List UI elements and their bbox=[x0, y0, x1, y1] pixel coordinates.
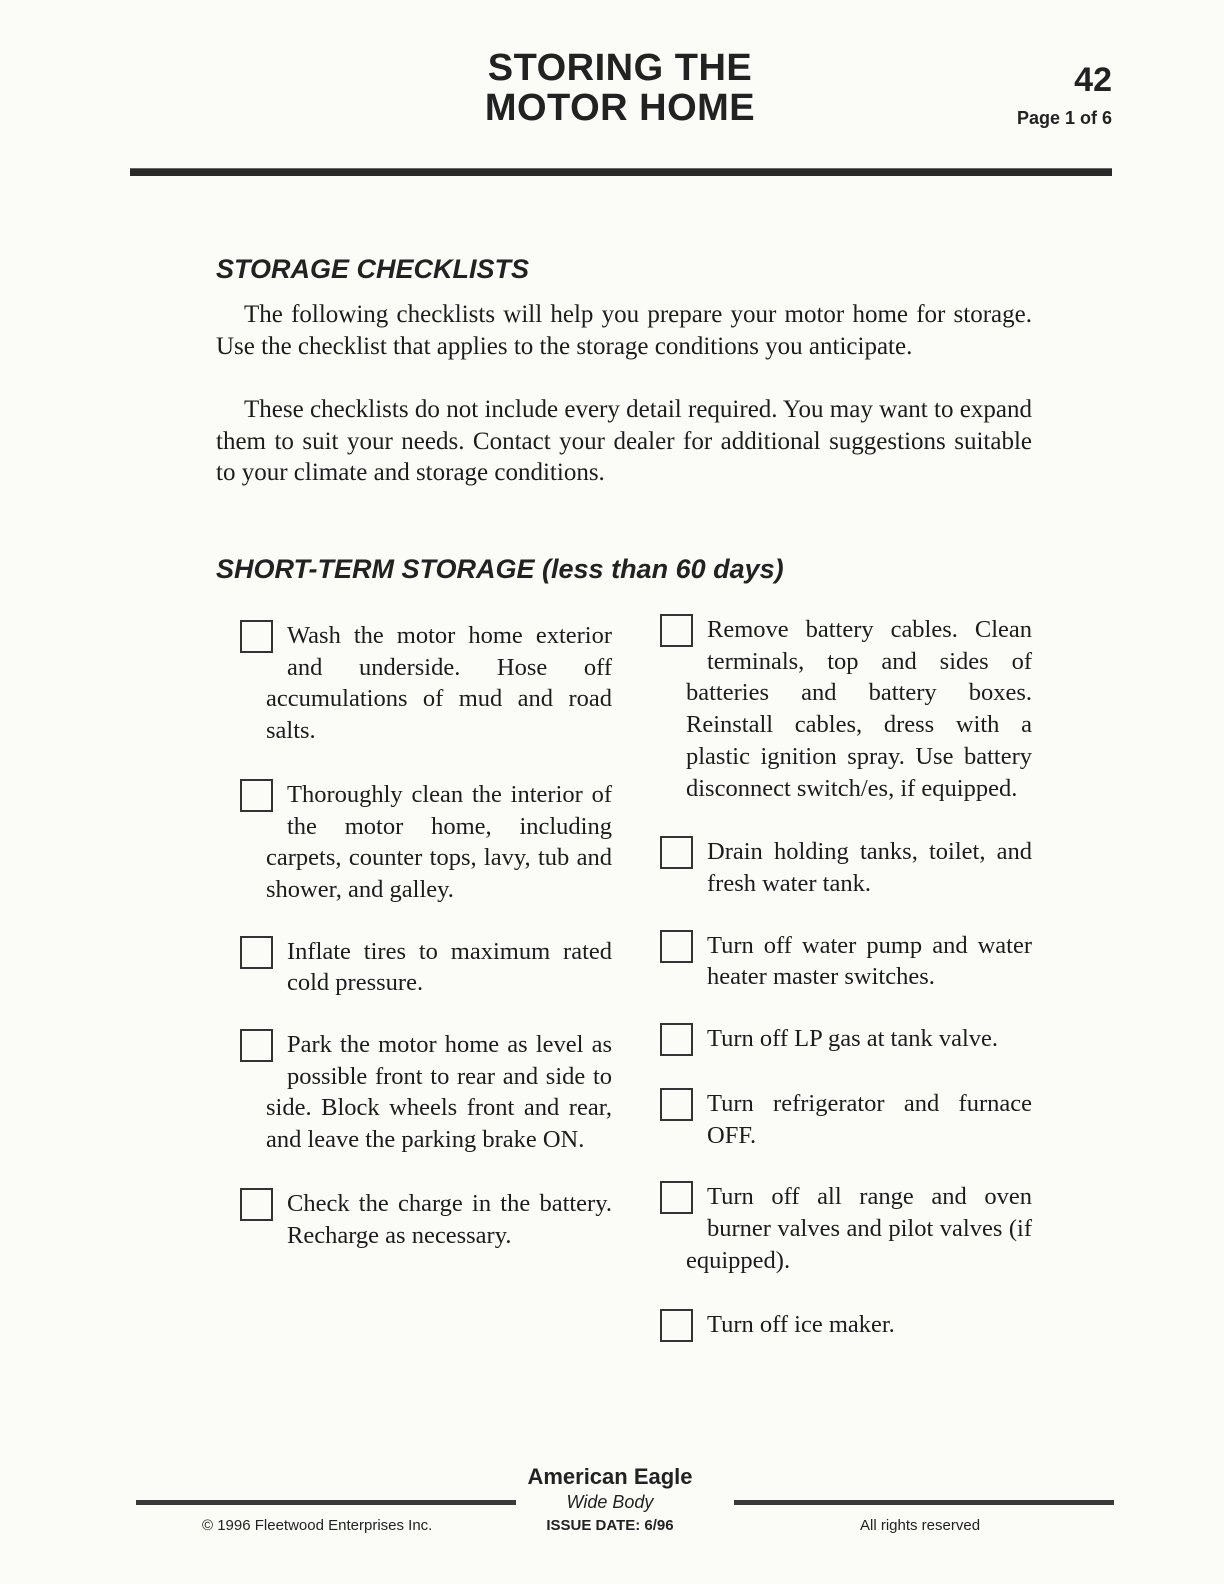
checklist-item bbox=[660, 1181, 1032, 1276]
section-number: 42 bbox=[1074, 61, 1112, 99]
checklist-item-text: Inflate tires to maximum rated cold pressure. bbox=[287, 937, 612, 997]
storage-checklists-heading: STORAGE CHECKLISTS bbox=[216, 254, 530, 284]
title-line-1: STORING THE bbox=[487, 47, 753, 89]
checklist-item-text: Remove battery cables. Clean terminals, top and sides of batteries and battery boxes. Reinstall cables, dress with a plastic ignition spray. Use battery disconnect switch/es, if equipped. bbox=[686, 616, 1032, 802]
checklist-item bbox=[240, 936, 612, 999]
checklist-item-text: Thoroughly clean the interior of the motor home, including carpets, counter tops, lavy, tub and shower, and galley. bbox=[266, 780, 612, 903]
checklist-item bbox=[240, 620, 612, 747]
footer-issue-date: ISSUE DATE: 6/96 bbox=[546, 1517, 674, 1534]
checkbox[interactable] bbox=[240, 1188, 273, 1221]
header-rule bbox=[130, 168, 1112, 176]
checklist-item bbox=[660, 930, 1032, 993]
page-label: Page 1 of 6 bbox=[1016, 108, 1112, 128]
checklist-item-text: Drain holding tanks, toilet, and fresh water tank. bbox=[707, 838, 1032, 897]
checkbox[interactable] bbox=[660, 1023, 693, 1056]
checklist-item-text: Turn off all range and oven burner valves and pilot valves (if equipped). bbox=[686, 1183, 1032, 1274]
checklist-item bbox=[660, 614, 1032, 804]
checklist-item bbox=[240, 1029, 612, 1156]
checkbox[interactable] bbox=[240, 1029, 273, 1062]
checklist-item bbox=[660, 1088, 1032, 1151]
intro-paragraph-1: The following checklists will help you prepare your motor home for storage. Use the checklist that applies to the storage conditions you anticipate. bbox=[216, 301, 1032, 360]
checkbox[interactable] bbox=[660, 614, 693, 647]
footer-copyright: © 1996 Fleetwood Enterprises Inc. bbox=[202, 1517, 433, 1534]
checklist-item-text: Check the charge in the battery. Recharge as necessary. bbox=[287, 1189, 612, 1249]
checklist-item bbox=[660, 1309, 1032, 1344]
checklist-item bbox=[660, 836, 1032, 899]
checkbox[interactable] bbox=[240, 936, 273, 969]
checklist-item-text: Turn off ice maker. bbox=[707, 1310, 895, 1338]
footer-model: Wide Body bbox=[566, 1492, 654, 1512]
short-term-storage-heading: SHORT-TERM STORAGE (less than 60 days) bbox=[216, 554, 784, 584]
checklist-item-text: Turn off water pump and water heater master switches. bbox=[707, 931, 1032, 991]
footer-brand: American Eagle bbox=[527, 1464, 693, 1489]
checkbox[interactable] bbox=[660, 1088, 693, 1121]
checkbox[interactable] bbox=[660, 836, 693, 869]
checkbox[interactable] bbox=[660, 1181, 693, 1214]
checklist-item-text: Turn refrigerator and furnace OFF. bbox=[707, 1090, 1032, 1149]
checklist-item bbox=[660, 1023, 1032, 1058]
checklist-item bbox=[240, 1188, 612, 1251]
footer-rights: All rights reserved bbox=[860, 1517, 981, 1534]
checkbox[interactable] bbox=[660, 930, 693, 963]
checkbox[interactable] bbox=[240, 620, 273, 653]
checklist-item bbox=[240, 779, 612, 906]
checkbox[interactable] bbox=[660, 1309, 693, 1342]
checklist-left-column bbox=[240, 620, 612, 1251]
checkbox[interactable] bbox=[240, 779, 273, 812]
checklist-item-text: Turn off LP gas at tank valve. bbox=[707, 1025, 999, 1053]
title-line-2: MOTOR HOME bbox=[484, 87, 756, 129]
checklist-right-column bbox=[660, 614, 1032, 1344]
checklist-item-text: Park the motor home as level as possible front to rear and side to side. Block wheels front and rear, and leave the parking brake ON. bbox=[266, 1031, 612, 1154]
checklist-item-text: Wash the motor home exterior and underside. Hose off accumulations of mud and road salts. bbox=[266, 622, 612, 745]
intro-paragraph-2: These checklists do not include every detail required. You may want to expand them to suit your needs. Contact your dealer for additional suggestions suitable to your climate and storage conditions. bbox=[216, 396, 1032, 486]
footer-rule-left bbox=[136, 1500, 516, 1505]
footer-rule-right bbox=[734, 1500, 1114, 1505]
page-title bbox=[420, 48, 820, 128]
